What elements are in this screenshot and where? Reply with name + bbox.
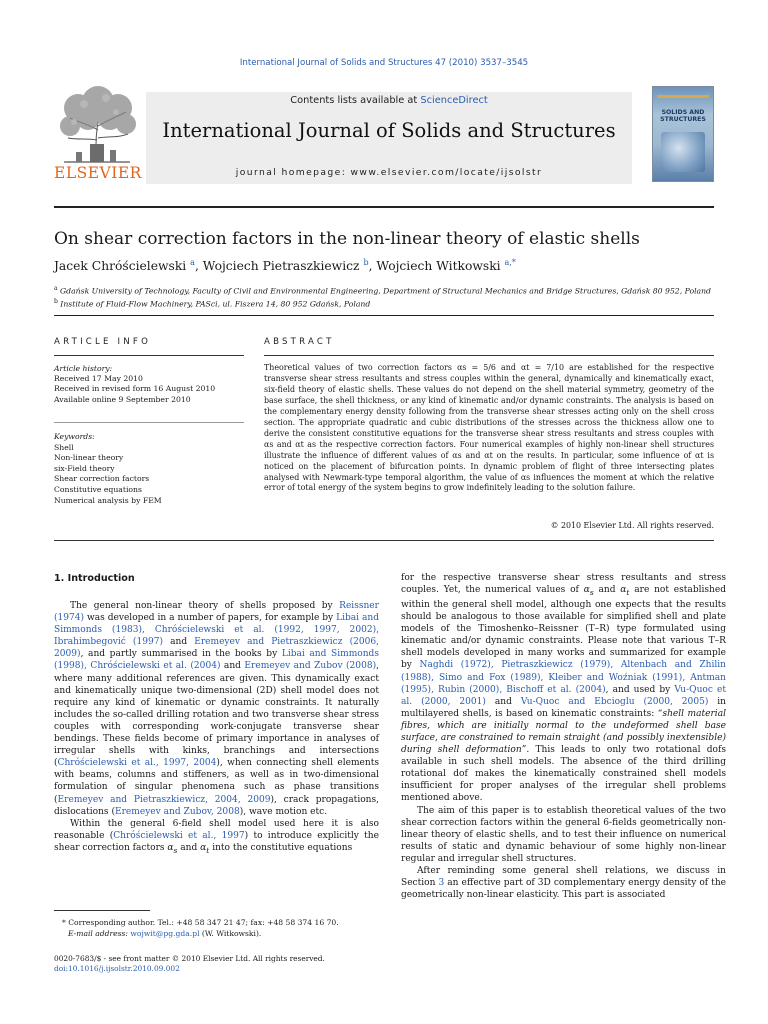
author-affiliation-mark[interactable]: b: [363, 258, 369, 267]
author-affiliation-mark[interactable]: a: [190, 258, 195, 267]
cover-illustration: [661, 132, 705, 172]
citation-link[interactable]: Libai and Simmonds (1983), Chróścielewski et al. (1992, 1997, 2002), Ibrahimbegović (1997): [54, 613, 379, 648]
elsevier-wordmark: ELSEVIER: [54, 164, 142, 182]
keyword: Shear correction factors: [54, 474, 150, 484]
abstract-rule: [264, 355, 714, 356]
cover-title-line2: STRUCTURES: [660, 116, 706, 123]
article-info-heading: ARTICLE INFO: [54, 337, 152, 347]
affiliation-text: Gdańsk University of Technology, Faculty of Civil and Environmental Engineering, Department of Structural Mechanics and Bridge Structures, Gdańsk 80 952, Poland: [60, 286, 711, 296]
email-suffix: (W. Witkowski).: [201, 928, 262, 938]
abstract-text: [264, 363, 714, 494]
history-label: Article history:: [54, 364, 113, 373]
author-name: Wojciech Pietraszkiewicz: [202, 259, 360, 274]
affiliation: [54, 284, 714, 297]
citation-link[interactable]: Chróścielewski et al., 1997: [113, 830, 245, 841]
email-link[interactable]: wojwit@pg.gda.pl: [130, 928, 200, 938]
author-name: Wojciech Witkowski: [376, 259, 501, 274]
homepage-url[interactable]: www.elsevier.com/locate/ijsolstr: [350, 167, 543, 178]
article-info-rule: [54, 355, 244, 356]
affiliation-text: Institute of Fluid-Flow Machinery, PASci, ul. Fiszera 14, 80 952 Gdańsk, Poland: [60, 299, 371, 309]
journal-title: International Journal of Solids and Structures: [162, 119, 616, 142]
abstract-paragraph: Theoretical values of two correction factors αs = 5/6 and αt = 7/10 are established for the respective transverse shear stress resultants and stress couples within the general, dynamically and kinematically exact, six-field theory of elastic shells. These values do not depend on the shell material symmetry, geometry of the base surface, the shell thickness, or any kind of kinematic and/or dynamic constraints. The analysis is based on the complementary energy density following from the transverse shear stresses acting only on the shell cross section. The appropriate quadratic and cubic distributions of the stresses across the thickness allow one to derive the consistent constitutive equations for the transverse shear stress resultants and stress couples with αs and αt as the respective correction factors. Four numerical examples of highly non-linear shell structures illustrate the influence of different values of αs and αt on the results. In particular, some influence of αt is noticed on the placement of bifurcation points. In dynamic problem of flight of three intersecting plates analysed with Newmark-type temporal algorithm, the value of αs influences the moment at which the relative error of total energy of the system begins to grow indefinitely leading to the solution failure.: [264, 363, 714, 493]
body-paragraph: The general non-linear theory of shells proposed by Reissner (1974) was developed in a number of papers, for example by Libai and Simmonds (1983), Chróścielewski et al. (1992, 1997, 2002), Ibrahimbegović (1997) and Eremeyev and Pietraszkiewicz (2006, 2009), and partly summarised in the books by Libai and Simmonds (1998), Chróścielewski et al. (2004) and Eremeyev and Zubov (2008), where many additional references are given. This dynamically exact and kinematically unique two-dimensional (2D) shell model does not require any kind of kinematic or dynamic constraints. It naturally includes the so-called drilling rotation and two transverse shear stress couples with corresponding work-conjugate transverse shear bendings. These fields become of primary importance in analyses of irregular shells with kinks, branchings and intersections (Chróścielewski et al., 1997, 2004), when connecting shell elements with beams, columns and stiffeners, as well as in two-dimensional formulation of singular phenomena such as phase transitions (Eremeyev and Pietraszkiewicz, 2004, 2009), crack propagations, dislocations (Eremeyev and Zubov, 2008), wave motion etc.: [54, 601, 380, 817]
body-paragraph: for the respective transverse shear stress resultants and stress couples. Yet, the numerical values of $\alpha_s$ and $\alpha_t$ are not established within the general shell model, although one expects that the results should be analogous to those available for simplified shell and plate models of the Timoshenko–Reissner (T–R) type formulated using kinematic and/or dynamic constraints. Please note that various T–R shell models developed in many works and summarized for example by Naghdi (1972), Pietraszkiewicz (1979), Altenbach and Zhilin (1988), Simo and Fox (1989), Kleiber and Woźniak (1991), Antman (1995), Rubin (2000), Bischoff et al. (2004), and used by Vu-Quoc et al. (2000, 2001) and Vu-Quoc and Ebcioglu (2000, 2005) in multilayered shells, is based on kinematic constraints: “shell material fibres, which are initially normal to the undeformed shell base surface, are constrained to remain straight (and possibly inextensible) during shell deformation”. This leads to only two rotational dofs available in such shell models. The absence of the third drilling rotational dof makes the kinematically constrained shell models insufficient for proper analyses of the irregular shell problems mentioned above.: [401, 573, 727, 804]
body-paragraph: The aim of this paper is to establish theoretical values of the two shear correction factors within the general 6-fields geometrically non-linear theory of elastic shells, and to test their influence on numerical results of static and dynamic behaviour of some highly non-linear regular and irregular shell structures.: [401, 805, 726, 864]
citation-link[interactable]: Eremeyev and Zubov (2008): [244, 661, 377, 672]
keywords-label: Keywords:: [54, 432, 95, 441]
meta-rule: [54, 315, 714, 316]
journal-banner: [146, 92, 632, 184]
front-matter: [54, 954, 454, 975]
body-paragraph: After reminding some general shell relations, we discuss in Section 3 an effective part of 3D complementary energy density of the geometrically non-linear elasticity. This part is associated: [401, 866, 727, 901]
email-label: E-mail address:: [68, 928, 128, 938]
contents-prefix: Contents lists available at: [290, 95, 421, 106]
contents-line: [146, 95, 632, 106]
keywords: [54, 432, 244, 506]
journal-cover-image: [652, 86, 714, 182]
affiliation-mark: b: [54, 298, 58, 306]
author-name: Jacek Chróścielewski: [54, 259, 187, 274]
footnote-rule: [54, 910, 150, 911]
cover-title: [656, 109, 710, 123]
affiliations: [54, 284, 714, 310]
body-paragraph: Within the general 6-field shell model used here it is also reasonable (Chróścielewski et al., 1997) to introduce explicitly the shear correction factors $\alpha_s$ and $\alpha_t$ into the constitutive equations: [54, 818, 379, 855]
header-rule: [54, 206, 714, 208]
author-affiliation-mark[interactable]: a,*: [504, 258, 516, 267]
citation-link[interactable]: Eremeyev and Pietraszkiewicz, 2004, 2009: [57, 794, 271, 805]
citation-link[interactable]: Naghdi (1972), Pietraszkiewicz (1979), Altenbach and Zhilin (1988), Simo and Fox (1989), Kleiber and Woźniak (1991), Antman (1995), Rubin (2000), Bischoff et al. (2004): [401, 660, 726, 695]
section-link[interactable]: 3: [438, 878, 445, 889]
article-history: [54, 364, 244, 405]
article-title: On shear correction factors in the non-linear theory of elastic shells: [54, 229, 640, 249]
cover-stripe: [657, 95, 709, 98]
affiliation-mark: a: [54, 285, 58, 292]
keyword: six-Field theory: [54, 463, 115, 473]
corresponding-author-note: * Corresponding author. Tel.: +48 58 347 21 47; fax: +48 58 374 16 70.: [62, 918, 339, 927]
doi-link[interactable]: doi:10.1016/j.ijsolstr.2010.09.002: [54, 964, 180, 974]
author-list: Jacek Chróścielewski $^a$, Wojciech Pietraszkiewicz $^b$, Wojciech Witkowski $^{a,*}$: [54, 258, 516, 274]
section-heading: 1. Introduction: [54, 573, 135, 584]
abstract-heading: ABSTRACT: [264, 337, 335, 347]
history-item: Received 17 May 2010: [54, 374, 143, 384]
journal-homepage: [146, 167, 632, 178]
body-column-right: [401, 572, 726, 901]
body-column-left: [54, 600, 379, 857]
citation-link[interactable]: Vu-Quoc and Ebcioglu (2000, 2005): [520, 696, 709, 707]
history-item: Received in revised form 16 August 2010: [54, 384, 216, 394]
history-item: Available online 9 September 2010: [54, 394, 191, 404]
citation-link[interactable]: Vu-Quoc et al. (2000, 2001): [401, 684, 726, 707]
keyword: Non-linear theory: [54, 453, 124, 463]
citation-link[interactable]: Libai and Simmonds (1998), Chróścielewski et al. (2004): [54, 649, 379, 672]
footnote: [54, 918, 379, 939]
citation-link[interactable]: Chróścielewski et al., 1997, 2004: [57, 758, 217, 769]
keyword: Constitutive equations: [54, 484, 142, 494]
citation-link[interactable]: Eremeyev and Zubov, 2008: [114, 806, 240, 817]
citation-link[interactable]: Eremeyev and Pietraszkiewicz (2006, 2009): [54, 637, 380, 660]
cover-title-line1: SOLIDS AND: [661, 109, 705, 116]
homepage-prefix: journal homepage:: [235, 167, 351, 178]
keyword: Shell: [54, 442, 74, 452]
abstract-copyright: © 2010 Elsevier Ltd. All rights reserved.: [550, 521, 714, 530]
citation-link[interactable]: Reissner (1974): [54, 601, 379, 624]
issn-copyright: 0020-7683/$ - see front matter © 2010 Elsevier Ltd. All rights reserved.: [54, 954, 325, 963]
abstract-bottom-rule: [54, 540, 714, 541]
sciencedirect-link[interactable]: ScienceDirect: [420, 95, 488, 106]
history-rule: [54, 422, 244, 423]
affiliation: [54, 297, 714, 310]
email-note: [54, 929, 379, 940]
keyword: Numerical analysis by FEM: [54, 495, 162, 505]
journal-citation[interactable]: International Journal of Solids and Structures 47 (2010) 3537–3545: [239, 58, 529, 68]
